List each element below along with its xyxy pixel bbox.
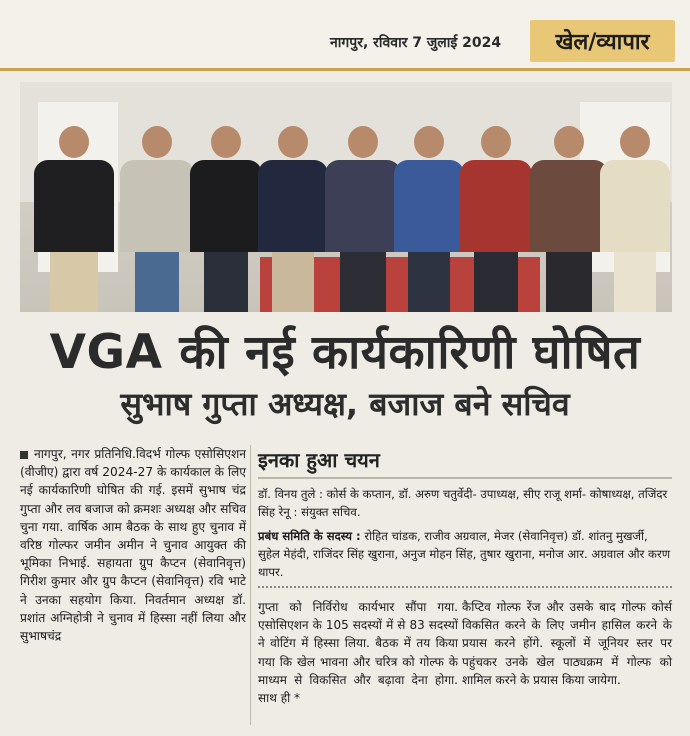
headline: VGA की नई कार्यकारिणी घोषित (49, 325, 641, 380)
photo-person (530, 126, 608, 312)
committee-list (258, 527, 672, 581)
photo-person (190, 126, 262, 312)
subheadline: सुभाष गुप्ता अध्यक्ष, बजाज बने सचिव (120, 385, 570, 423)
photo-person (600, 126, 670, 312)
article-column-1 (20, 445, 246, 645)
article-text-col2: गुप्ता को निर्विरोध कार्यभार सौंपा गया. एसोसिएशन के 105 सदस्यों में से 83 सदस्यों ने वोटिंग में हिस्सा लिया. बैठक में तय किया गया कि खेल भावना और चरित्र को गोल्फ के माध्यम से विकसित और बढ़ावा देना होगा. साथ ही * (258, 600, 458, 706)
photo-person (120, 126, 194, 312)
selection-divider (258, 477, 672, 479)
masthead-rule (0, 68, 690, 71)
bullet-icon (20, 451, 28, 459)
group-photo (20, 82, 672, 312)
masthead (0, 0, 690, 70)
photo-person (258, 126, 328, 312)
photo-person (394, 126, 464, 312)
article-text-col3: कैप्टिव गोल्फ रेंज और उसके बाद गोल्फ कोर्स विकसित करने के लिए जमीन हासिल करने के प्रयास करने होंगे. स्कूलों में जूनियर स्तर पर पहुंचकर उनके खेल पाठ्यक्रम में गोल्फ को शामिल करने के प्रयास किया जायेगा. (462, 600, 672, 687)
dotted-divider (258, 586, 672, 588)
photo-person (325, 126, 401, 312)
section-tag: खेल/व्यापार (530, 20, 675, 62)
committee-members: रोहित चांडक, राजीव अग्रवाल, मेजर (सेवानिवृत्त) डॉ. शांतनु मुखर्जी, सुहेल मेहंदी, राजिंदर सिंह खुराना, अनुज मोहन सिंह, तुषार खुराना, मनोज आर. अग्रवाल और करण थापर. (258, 529, 671, 579)
photo-person (34, 126, 114, 312)
selection-box (258, 446, 672, 581)
article-text-col1: नागपुर, नगर प्रतिनिधि.विदर्भ गोल्फ एसोसिएशन (वीजीए) द्वारा वर्ष 2024-27 के कार्यकाल के लिए नई कार्यकारिणी घोषित की गई. इसमें सुभाष चंद्र गुप्ता और लव बजाज को क्रमशः अध्यक्ष और सचिव चुना गया. वार्षिक आम बैठक के साथ हुए चुनाव में वरिष्ठ गोल्फर जमीन अमीन ने चुनाव आयुक्त की भूमिका निभाई. सहायता ग्रुप कैप्टन (सेवानिवृत्त) गिरीश कुमार और ग्रुप कैप्टन (सेवानिवृत्त) रवि भाटे ने उनका सहयोग किया. निवर्तमान अध्यक्ष डॉ. प्रशांत अग्निहोत्री ने चुनाव में हिस्सा नहीं लिया और सुभाषचंद्र (20, 447, 246, 644)
selection-title: इनका हुआ चयन (258, 448, 380, 472)
photo-person (460, 126, 532, 312)
officers-list: डॉ. विनय तुले : कोर्स के कप्तान, डॉ. अरुण चतुर्वेदी- उपाध्यक्ष, सीए राजू शर्मा- कोषाध्यक्ष, तजिंदर सिंह रेनू : संयुक्त सचिव. (258, 487, 668, 519)
dateline: नागपुर, रविवार 7 जुलाई 2024 (330, 35, 502, 51)
committee-label: प्रबंध समिति के सदस्य : (258, 529, 361, 543)
column-divider (250, 445, 251, 725)
